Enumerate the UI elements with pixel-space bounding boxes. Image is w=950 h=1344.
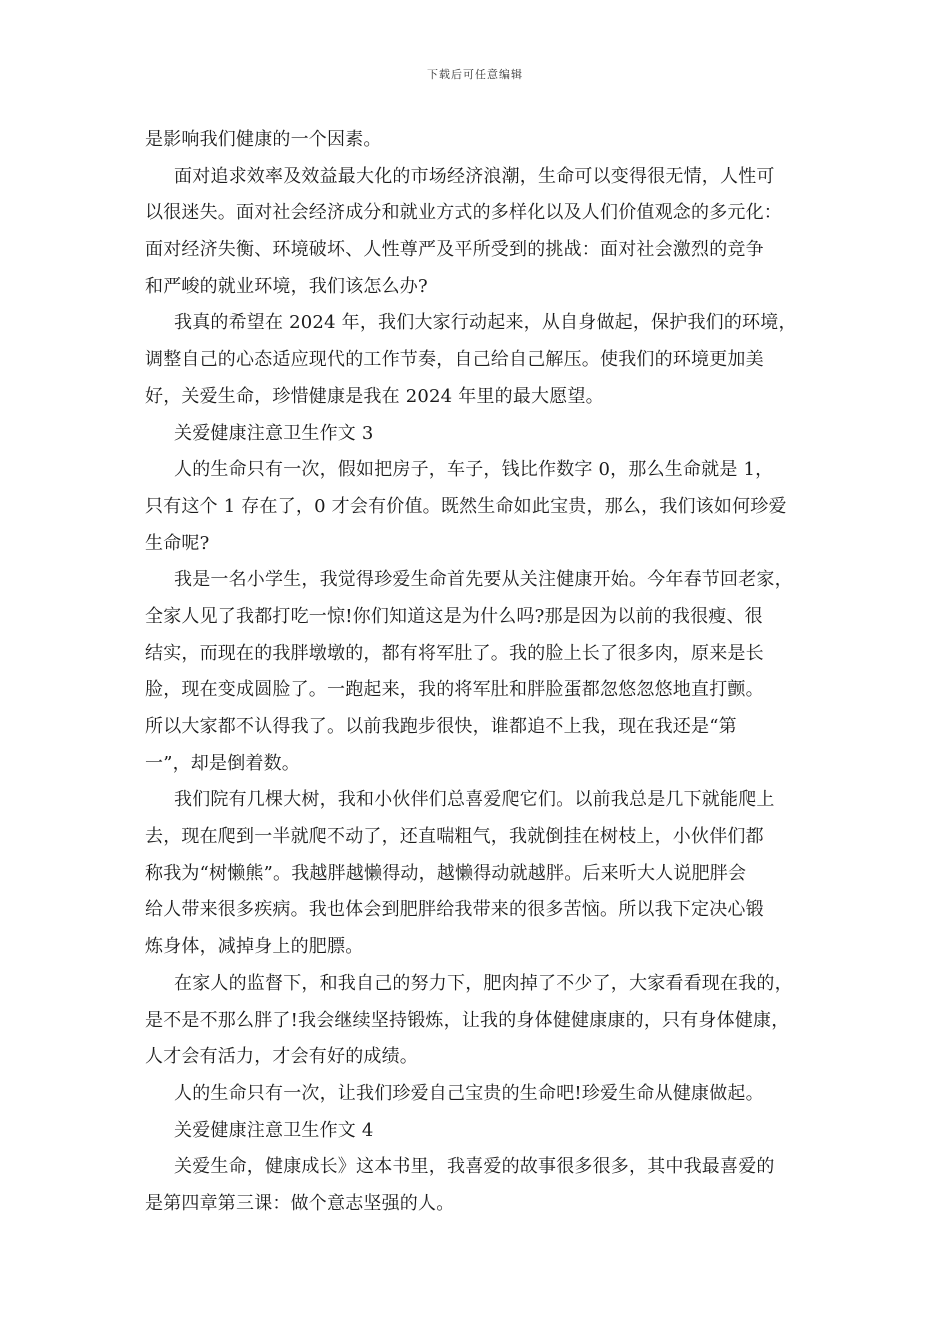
text-line: 结实，而现在的我胖墩墩的，都有将军肚了。我的脸上长了很多肉，原来是长 [145,642,764,664]
document-body [145,122,815,1223]
text-line: 脸，现在变成圆脸了。一跑起来，我的将军肚和胖脸蛋都忽悠忽悠地直打颤。 [145,679,764,701]
text-line: 是影响我们健康的一个因素。 [145,129,382,150]
text-line: 人的生命只有一次，假如把房子，车子，钱比作数字 0，那么生命就是 1， [174,459,774,481]
text-line: 一”，却是倒着数。 [145,752,301,774]
text-line: 我是一名小学生，我觉得珍爱生命首先要从关注健康开始。今年春节回老家， [174,569,793,591]
text-line: 只有这个 1 存在了，0 才会有价值。既然生命如此宝贵，那么，我们该如何珍爱 [145,495,787,517]
text-line: 生命呢? [145,532,210,554]
text-line: 人的生命只有一次，让我们珍爱自己宝贵的生命吧!珍爱生命从健康做起。 [174,1082,764,1104]
page-header: 下载后可任意编辑 [427,68,523,81]
text-line: 在家人的监督下，和我自己的努力下，肥肉掉了不少了，大家看看现在我的， [174,972,793,994]
text-line: 所以大家都不认得我了。以前我跑步很快，谁都追不上我，现在我还是“第 [145,716,737,737]
text-line: 和严峻的就业环境，我们该怎么办? [145,275,428,297]
text-line: 面对经济失衡、环境破坏、人性尊严及平所受到的挑战：面对社会激烈的竞争 [145,239,764,261]
text-line: 关爱健康注意卫生作文 4 [174,1119,374,1141]
text-line: 炼身体，减掉身上的肥膘。 [145,936,364,958]
text-line: 称我为“树懒熊”。我越胖越懒得动，越懒得动就越胖。后来听大人说肥胖会 [145,862,747,884]
text-line: 我们院有几棵大树，我和小伙伴们总喜爱爬它们。以前我总是几下就能爬上 [174,789,775,811]
text-line: 我真的希望在 2024 年，我们大家行动起来，从自身做起，保护我们的环境， [174,312,797,334]
text-line: 以很迷失。面对社会经济成分和就业方式的多样化以及人们价值观念的多元化： [145,202,782,224]
text-line: 调整自己的心态适应现代的工作节奏，自己给自己解压。使我们的环境更加美 [145,349,764,371]
text-line: 全家人见了我都打吃一惊!你们知道这是为什么吗?那是因为以前的我很瘦、很 [145,605,763,627]
text-line: 人才会有活力，才会有好的成绩。 [145,1046,418,1068]
text-line: 关爱生命，健康成长》这本书里，我喜爱的故事很多很多，其中我最喜爱的 [174,1156,775,1178]
text-line: 去，现在爬到一半就爬不动了，还直喘粗气，我就倒挂在树枝上，小伙伴们都 [145,826,764,848]
text-line: 是第四章第三课：做个意志坚强的人。 [145,1192,455,1214]
text-line: 关爱健康注意卫生作文 3 [174,422,374,444]
text-line: 给人带来很多疾病。我也体会到肥胖给我带来的很多苦恼。所以我下定决心锻 [145,899,764,921]
text-line: 好，关爱生命，珍惜健康是我在 2024 年里的最大愿望。 [145,385,604,407]
text-line: 面对追求效率及效益最大化的市场经济浪潮，生命可以变得很无情，人性可 [174,165,775,187]
text-line: 是不是不那么胖了!我会继续坚持锻炼，让我的身体健健康康的，只有身体健康， [145,1009,790,1031]
